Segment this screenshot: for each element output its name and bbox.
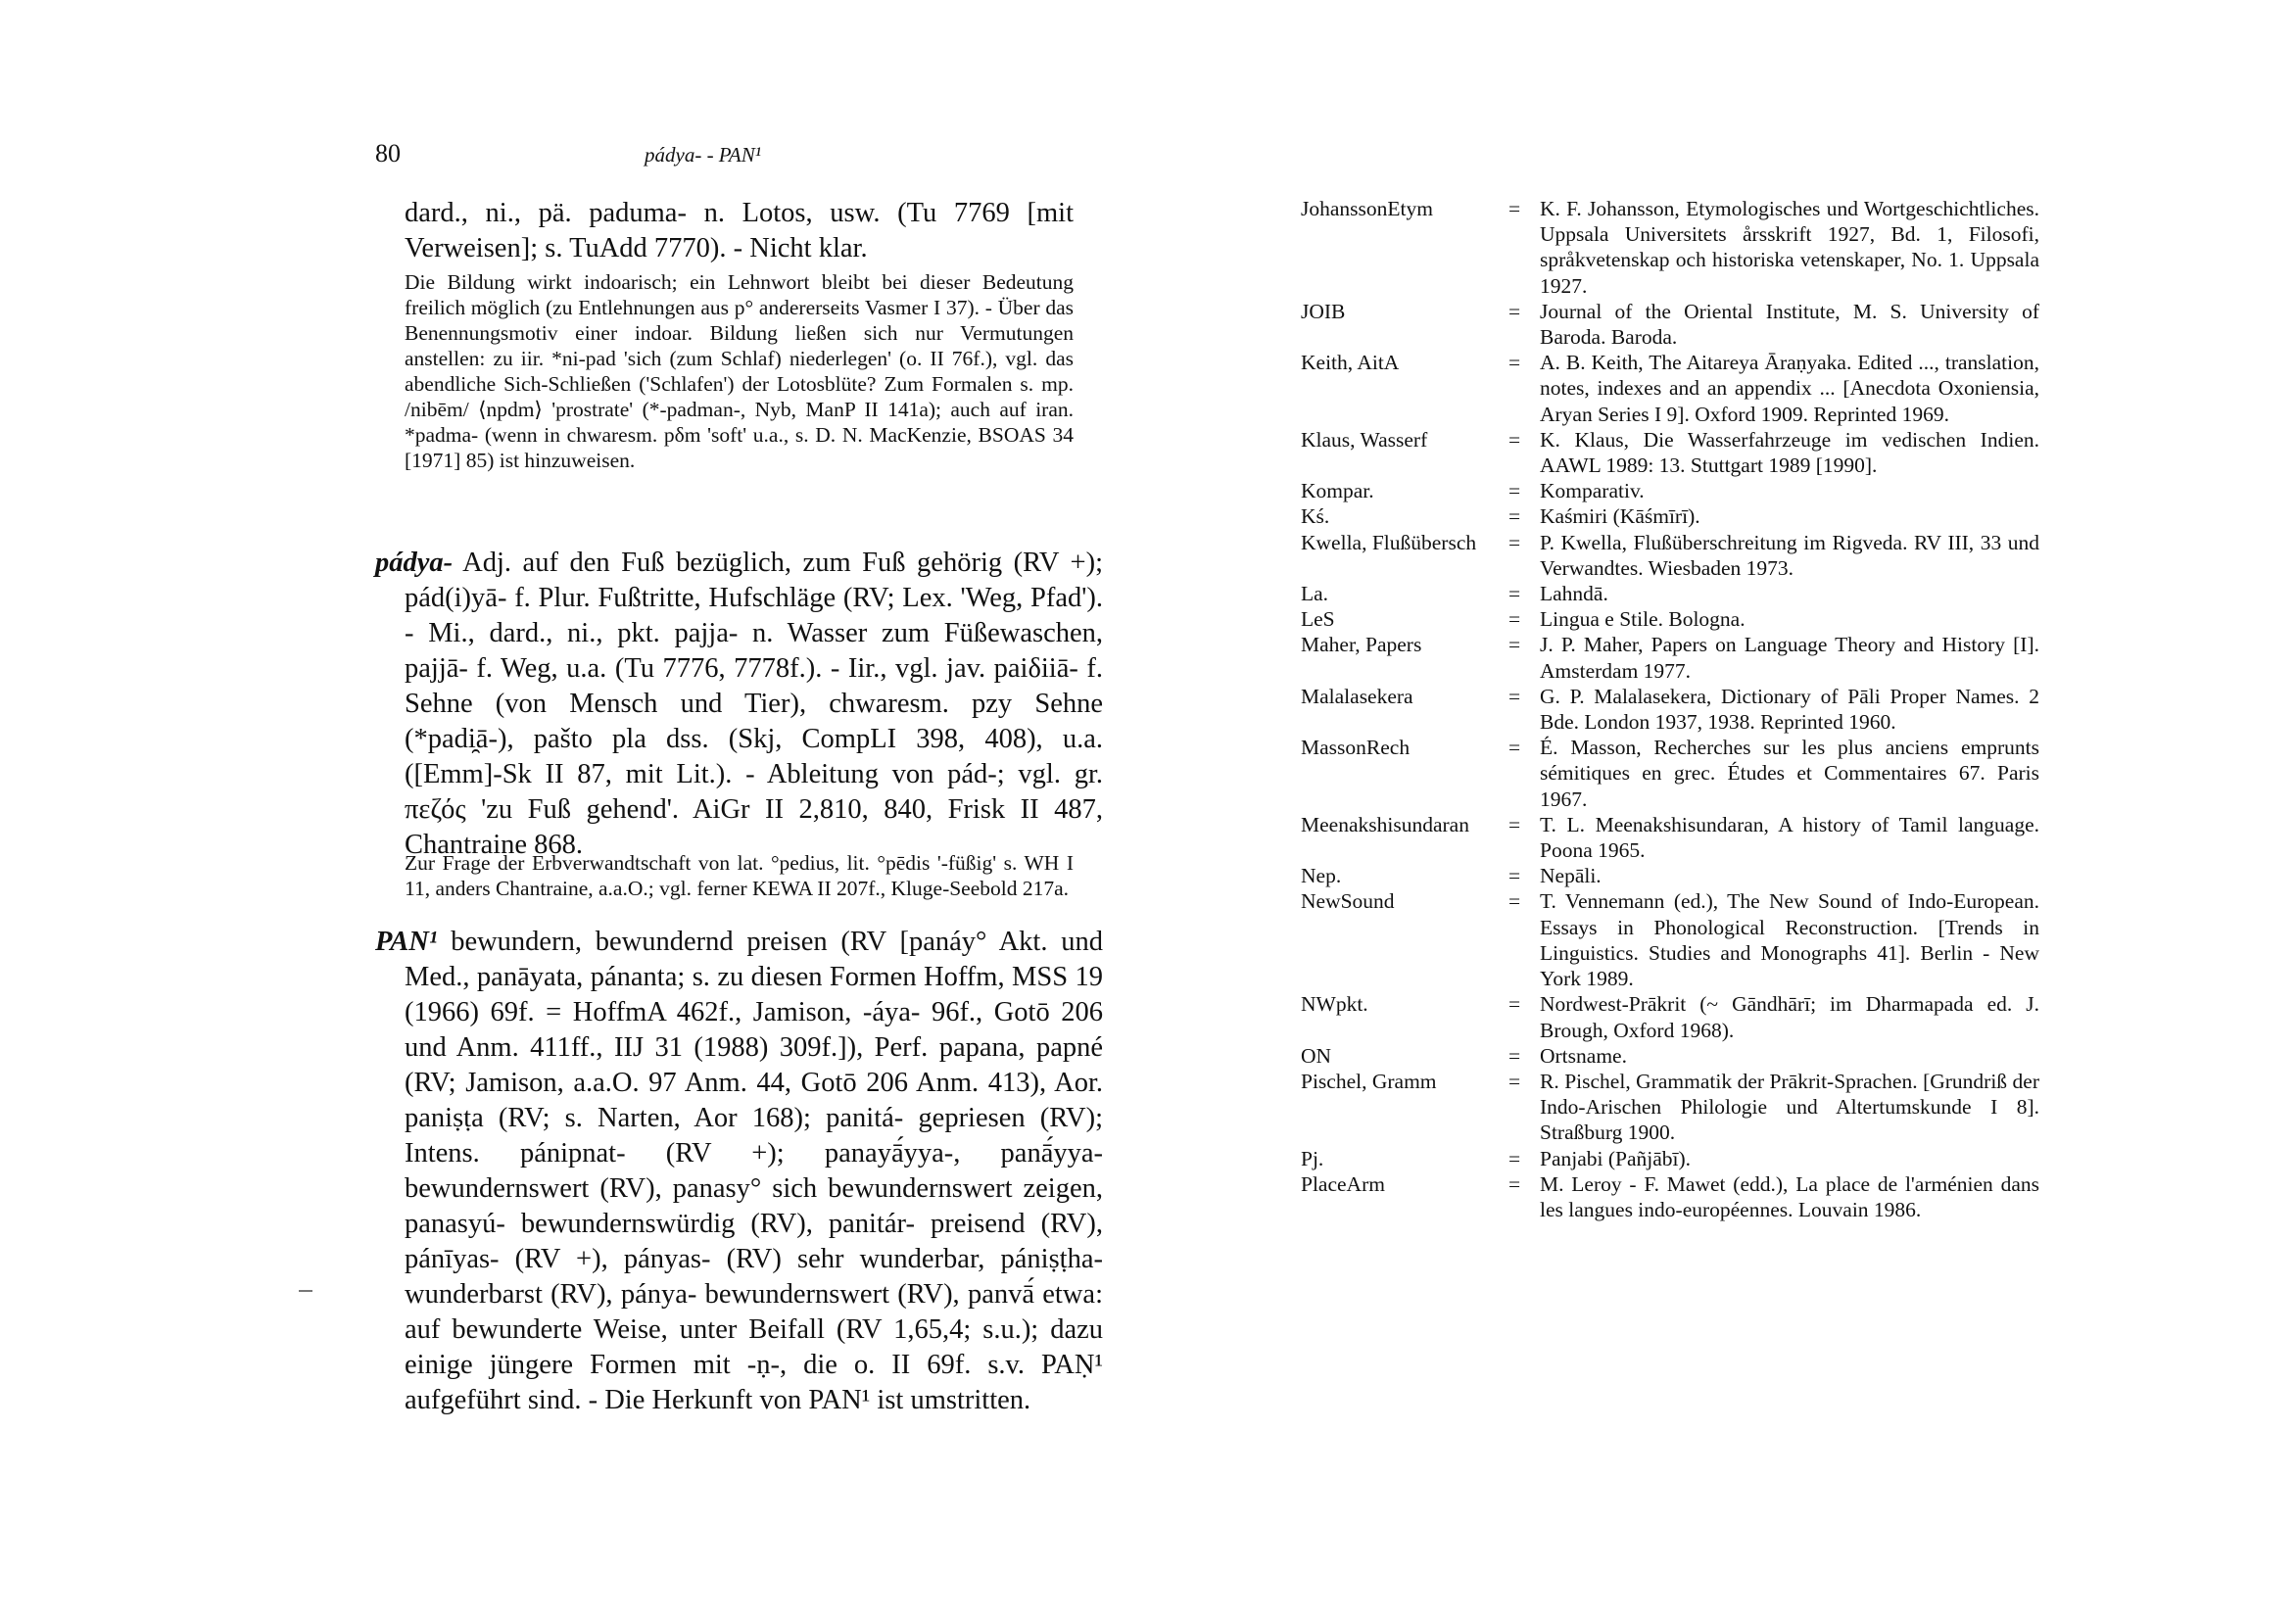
running-title: pádya- - PAN¹ bbox=[645, 143, 762, 167]
abbreviation-key: Kompar. bbox=[1301, 479, 1374, 503]
abbreviation-row bbox=[1301, 735, 2182, 812]
abbreviation-key: Pischel, Gramm bbox=[1301, 1069, 1437, 1093]
abbreviation-key: LeS bbox=[1301, 607, 1335, 632]
abbreviation-row bbox=[1301, 684, 2182, 735]
equals-sign: = bbox=[1508, 1146, 1521, 1170]
abbreviation-value: K. F. Johansson, Etymologisches und Wortgeschichtliches. Uppsala Universitets årsskrift 1927, Bd. 1, Filosofi, språkvetenskap och historiska vetenskaper, No. 1. Uppsala 1927. bbox=[1540, 197, 2039, 298]
abbreviation-key: JohanssonEtym bbox=[1301, 197, 1433, 220]
abbreviation-value: T. Vennemann (ed.), The New Sound of Indo-European. Essays in Phonological Reconstruction. [Trends in Linguistics. Studies and Monographs 41]. Berlin - New York 1989. bbox=[1540, 889, 2039, 991]
headword-padya: pádya- bbox=[375, 548, 454, 578]
abbreviation-value: K. Klaus, Die Wasserfahrzeuge im vedischen Indien. AAWL 1989: 13. Stuttgart 1989 [1990]. bbox=[1540, 427, 2039, 478]
equals-sign: = bbox=[1508, 736, 1521, 760]
abbreviation-key: NWpkt. bbox=[1301, 992, 1368, 1017]
abbreviation-key: Kwella, Flußübersch bbox=[1301, 530, 1477, 554]
abbreviation-value: Journal of the Oriental Institute, M. S. University of Baroda. Baroda. bbox=[1540, 299, 2039, 350]
abbreviation-row bbox=[1301, 503, 2182, 529]
abbreviation-key: NewSound bbox=[1301, 889, 1395, 914]
abbreviation-row bbox=[1301, 1146, 2182, 1171]
page-number: 80 bbox=[375, 139, 401, 167]
equals-sign: = bbox=[1508, 582, 1521, 606]
continuation-text: dard., ni., pä. paduma- n. Lotos, usw. (Tu 7769 [mit Verweisen]; s. TuAdd 7770). - Nicht klar. bbox=[405, 198, 1074, 263]
entry-pan bbox=[375, 925, 1103, 1418]
equals-sign: = bbox=[1508, 812, 1521, 836]
equals-sign: = bbox=[1508, 1043, 1521, 1068]
equals-sign: = bbox=[1508, 351, 1521, 375]
equals-sign: = bbox=[1508, 607, 1521, 632]
equals-sign: = bbox=[1508, 479, 1521, 503]
abbreviation-key: Nep. bbox=[1301, 864, 1342, 888]
abbreviation-value: G. P. Malalasekera, Dictionary of Pāli Proper Names. 2 Bde. London 1937, 1938. Reprinted 1960. bbox=[1540, 684, 2039, 735]
equals-sign: = bbox=[1508, 299, 1521, 323]
abbreviation-row bbox=[1301, 606, 2182, 632]
abbreviation-row bbox=[1301, 1171, 2182, 1222]
headword-pan: PAN¹ bbox=[375, 927, 438, 957]
abbreviation-value: T. L. Meenakshisundaran, A history of Tamil language. Poona 1965. bbox=[1540, 812, 2039, 863]
equals-sign: = bbox=[1508, 633, 1521, 657]
abbreviation-key: Klaus, Wasserf bbox=[1301, 427, 1428, 452]
abbreviation-row bbox=[1301, 863, 2182, 888]
abbreviation-value: M. Leroy - F. Mawet (edd.), La place de l'arménien dans les langues indo-européennes. Louvain 1986. bbox=[1540, 1171, 2039, 1221]
abbreviation-value: Nepāli. bbox=[1540, 864, 1602, 888]
abbreviation-value: R. Pischel, Grammatik der Prākrit-Sprachen. [Grundriß der Indo-Arischen Philologie und Altertumskunde I 8]. Straßburg 1900. bbox=[1540, 1069, 2039, 1145]
abbreviation-value: Komparativ. bbox=[1540, 479, 1645, 503]
abbreviation-value: Ortsname. bbox=[1540, 1043, 1627, 1068]
abbreviation-key: MassonRech bbox=[1301, 736, 1411, 760]
note-paragraph-1 bbox=[375, 269, 1074, 473]
abbreviation-row bbox=[1301, 530, 2182, 581]
abbreviation-list bbox=[1301, 196, 2182, 1222]
equals-sign: = bbox=[1508, 992, 1521, 1017]
abbreviation-value: Lahndā. bbox=[1540, 582, 1608, 606]
note-2-text: Zur Frage der Erbverwandtschaft von lat. °pedius, lit. °pēdis '-füßig' s. WH I 11, anders Chantraine, a.a.O.; vgl. ferner KEWA II 207f., Kluge-Seebold 217a. bbox=[405, 851, 1074, 900]
equals-sign: = bbox=[1508, 684, 1521, 708]
abbreviation-row bbox=[1301, 299, 2182, 350]
abbreviation-row bbox=[1301, 478, 2182, 503]
equals-sign: = bbox=[1508, 504, 1521, 529]
abbreviation-row bbox=[1301, 888, 2182, 991]
equals-sign: = bbox=[1508, 864, 1521, 888]
note-paragraph-2 bbox=[375, 850, 1074, 901]
abbreviation-key: La. bbox=[1301, 582, 1329, 606]
abbreviation-value: J. P. Maher, Papers on Language Theory and History [I]. Amsterdam 1977. bbox=[1540, 633, 2039, 683]
abbreviation-key: Meenakshisundaran bbox=[1301, 812, 1469, 836]
entry-pan-body: bewundern, bewundernd preisen (RV [panáy° Akt. und Med., panāyata, pánanta; s. zu diesen Formen Hoffm, MSS 19 (1966) 69f. = HoffmA 462f., Jamison, -áya- 96f., Gotō 206 und Anm. 411ff., IIJ 31 (1988) 309f.]), Perf. papana, papné (RV; Jamison, a.a.O. 97 Anm. 44, Gotō 206 Anm. 413), Aor. paniṣṭa (RV; s. Narten, Aor 168); panitá- gepriesen (RV); Intens. pánipnat- (RV +); panayā́yya-, panā́yya- bewundernswert (RV), panasy° sich bewundernswert zeigen, panasyú- bewundernswürdig (RV), panitár- preisend (RV), pánīyas- (RV +), pányas- (RV) sehr wunderbar, pániṣṭha- wunderbarst (RV), pánya- bewundernswert (RV), panvā́ etwa: auf bewunderte Weise, unter Beifall (RV 1,65,4; s.u.); dazu einige jüngere Formen mit -ṇ-, die o. II 69f. s.v. PAṆ¹ aufgeführt sind. - Die Herkunft von PAN¹ ist umstritten. bbox=[405, 927, 1103, 1415]
abbreviation-row bbox=[1301, 632, 2182, 683]
abbreviation-key: Pj. bbox=[1301, 1146, 1324, 1170]
abbreviation-key: Malalasekera bbox=[1301, 684, 1413, 708]
equals-sign: = bbox=[1508, 530, 1521, 554]
abbreviation-key: Maher, Papers bbox=[1301, 633, 1422, 657]
equals-sign: = bbox=[1508, 427, 1521, 452]
equals-sign: = bbox=[1508, 889, 1521, 914]
abbreviation-row bbox=[1301, 581, 2182, 606]
abbreviation-row bbox=[1301, 350, 2182, 427]
equals-sign: = bbox=[1508, 197, 1521, 220]
abbreviation-row bbox=[1301, 812, 2182, 863]
margin-mark bbox=[299, 1290, 312, 1292]
abbreviation-value: A. B. Keith, The Aitareya Āraṇyaka. Edited ..., translation, notes, indexes and an appendix ... [Anecdota Oxoniensia, Aryan Series I 9]. Oxford 1909. Reprinted 1969. bbox=[1540, 351, 2039, 426]
abbreviation-value: P. Kwella, Flußüberschreitung im Rigveda. RV III, 33 und Verwandtes. Wiesbaden 1973. bbox=[1540, 530, 2039, 580]
abbreviation-row bbox=[1301, 991, 2182, 1042]
note-1-text: Die Bildung wirkt indoarisch; ein Lehnwort bleibt bei dieser Bedeutung freilich möglich (zu Entlehnungen aus p° andererseits Vasmer I 37). - Über das Benennungsmotiv einer indoar. Bildung ließen sich nur Vermutungen anstellen: zu iir. *ni-pad 'sich (zum Schlaf) niederlegen' (o. II 76f.), vgl. das abendliche Sich-Schließen ('Schlafen') der Lotosblüte? Zum Formalen s. mp. /nibēm/ ⟨npdm⟩ 'prostrate' (*-padman-, Nyb, ManP II 141a); auch auf iran. *padma- (wenn in chwaresm. pδm 'soft' u.a., s. D. N. MacKenzie, BSOAS 34 [1971] 85) ist hinzuweisen. bbox=[405, 270, 1074, 472]
abbreviation-value: Lingua e Stile. Bologna. bbox=[1540, 607, 1746, 632]
abbreviation-key: Kś. bbox=[1301, 504, 1330, 529]
abbreviation-value: É. Masson, Recherches sur les plus anciens emprunts sémitiques en grec. Études et Commentaires 67. Paris 1967. bbox=[1540, 736, 2039, 811]
entry-padya-body: Adj. auf den Fuß bezüglich, zum Fuß gehörig (RV +); pád(i)yā- f. Plur. Fußtritte, Hufschläge (RV; Lex. 'Weg, Pfad'). - Mi., dard., ni., pkt. pajja- n. Wasser zum Füßewaschen, pajjā- f. Weg, u.a. (Tu 7776, 7778f.). - Iir., vgl. jav. paiδiiā- f. Sehne (von Mensch und Tier), chwaresm. pzy Sehne (*padi̯ā-), pašto pla dss. (Skj, CompLI 398, 408), u.a. ([Emm]-Sk II 87, mit Lit.). - Ableitung von pád-; vgl. gr. πεζός 'zu Fuß gehend'. AiGr II 2,810, 840, Frisk II 487, Chantraine 868. bbox=[405, 548, 1103, 860]
abbreviation-value: Panjabi (Pañjābī). bbox=[1540, 1146, 1692, 1170]
abbreviation-key: ON bbox=[1301, 1043, 1332, 1068]
abbreviation-row bbox=[1301, 196, 2182, 299]
entry-padya bbox=[375, 546, 1103, 863]
abbreviation-value: Kaśmiri (Kāśmīrī). bbox=[1540, 504, 1700, 529]
equals-sign: = bbox=[1508, 1171, 1521, 1196]
abbreviation-key: Keith, AitA bbox=[1301, 351, 1400, 375]
abbreviation-value: Nordwest-Prākrit (~ Gāndhārī; im Dharmapada ed. J. Brough, Oxford 1968). bbox=[1540, 992, 2039, 1042]
abbreviation-key: JOIB bbox=[1301, 299, 1346, 323]
abbreviation-row bbox=[1301, 1043, 2182, 1069]
abbreviation-row bbox=[1301, 1069, 2182, 1146]
equals-sign: = bbox=[1508, 1069, 1521, 1093]
abbreviation-row bbox=[1301, 427, 2182, 478]
continuation-paragraph bbox=[375, 196, 1074, 266]
right-page bbox=[1148, 0, 2296, 1622]
abbreviation-key: PlaceArm bbox=[1301, 1171, 1385, 1196]
